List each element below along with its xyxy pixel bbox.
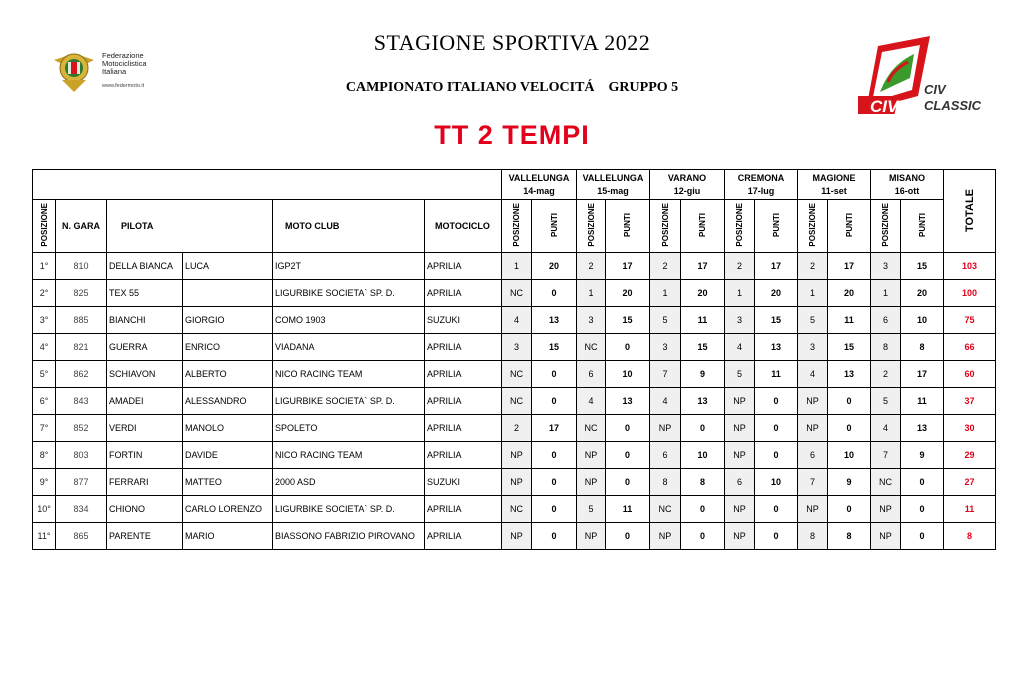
race-number-cell: 862 <box>56 361 107 388</box>
event-position-cell: NP <box>725 388 755 415</box>
event-date: 11-set <box>821 185 847 196</box>
total-points-cell: 100 <box>944 280 996 307</box>
event-points-cell: 15 <box>755 307 798 334</box>
event-position-cell: 3 <box>502 334 532 361</box>
event-position-cell: 1 <box>725 280 755 307</box>
event-points-cell: 17 <box>755 253 798 280</box>
event-header <box>725 170 798 200</box>
rider-name-cell: CARLO LORENZO <box>183 496 273 523</box>
event-header-row <box>33 170 996 200</box>
race-number-cell: 834 <box>56 496 107 523</box>
rider-surname-cell: FERRARI <box>107 469 183 496</box>
event-position-cell: 5 <box>725 361 755 388</box>
position-cell: 7° <box>33 415 56 442</box>
moto-club-cell: LIGURBIKE SOCIETA` SP. D. <box>273 388 425 415</box>
rider-surname-cell: DELLA BIANCA <box>107 253 183 280</box>
event-points-cell: 20 <box>606 280 650 307</box>
event-position-label: POSIZIONE <box>660 203 670 247</box>
event-points-cell: 0 <box>606 469 650 496</box>
event-points-cell: 0 <box>532 496 577 523</box>
event-points-cell: 20 <box>901 280 944 307</box>
event-points-header <box>681 200 725 253</box>
event-position-cell: 4 <box>577 388 606 415</box>
event-position-cell: 3 <box>725 307 755 334</box>
event-name: MISANO <box>889 172 925 183</box>
event-position-cell: 3 <box>798 334 828 361</box>
event-position-cell: NP <box>502 523 532 550</box>
event-header <box>650 170 725 200</box>
table-row <box>33 334 996 361</box>
event-position-label: POSIZIONE <box>808 203 817 247</box>
event-points-cell: 11 <box>681 307 725 334</box>
event-position-cell: 2 <box>502 415 532 442</box>
event-position-cell: NP <box>650 523 681 550</box>
event-points-cell: 0 <box>681 415 725 442</box>
race-number-cell: 865 <box>56 523 107 550</box>
event-points-header <box>755 200 798 253</box>
table-row <box>33 280 996 307</box>
position-cell: 6° <box>33 388 56 415</box>
event-position-cell: 6 <box>650 442 681 469</box>
total-points-cell: 75 <box>944 307 996 334</box>
total-points-cell: 11 <box>944 496 996 523</box>
rider-name-cell: LUCA <box>183 253 273 280</box>
event-points-cell: 0 <box>532 280 577 307</box>
standings-table <box>32 169 996 550</box>
event-position-cell: NC <box>502 361 532 388</box>
event-points-label: PUNTI <box>698 213 707 237</box>
moto-club-cell: NICO RACING TEAM <box>273 442 425 469</box>
event-position-label: POSIZIONE <box>735 203 744 247</box>
moto-club-cell: VIADANA <box>273 334 425 361</box>
event-position-cell: 5 <box>798 307 828 334</box>
event-position-cell: 7 <box>650 361 681 388</box>
event-position-cell: 1 <box>650 280 681 307</box>
event-position-cell: NP <box>871 496 901 523</box>
event-position-cell: 4 <box>502 307 532 334</box>
event-position-cell: 3 <box>577 307 606 334</box>
event-position-cell: 2 <box>577 253 606 280</box>
position-cell: 1° <box>33 253 56 280</box>
moto-club-header: MOTO CLUB <box>273 200 425 253</box>
rider-name-cell: MARIO <box>183 523 273 550</box>
event-points-cell: 8 <box>681 469 725 496</box>
rider-surname-cell: FORTIN <box>107 442 183 469</box>
event-points-cell: 13 <box>532 307 577 334</box>
event-position-cell: 4 <box>650 388 681 415</box>
event-header <box>871 170 944 200</box>
rider-surname-cell: PARENTE <box>107 523 183 550</box>
event-position-cell: NC <box>502 496 532 523</box>
event-points-cell: 0 <box>755 415 798 442</box>
position-cell: 4° <box>33 334 56 361</box>
fmi-name-line2: Motociclistica <box>102 59 147 68</box>
column-header-row <box>33 200 996 253</box>
event-position-cell: 8 <box>871 334 901 361</box>
event-position-cell: 4 <box>871 415 901 442</box>
event-position-cell: 6 <box>577 361 606 388</box>
rider-surname-cell: TEX 55 <box>107 280 183 307</box>
rider-name-cell: ENRICO <box>183 334 273 361</box>
event-position-cell: NC <box>650 496 681 523</box>
event-points-cell: 0 <box>681 496 725 523</box>
table-row <box>33 442 996 469</box>
position-header-label: POSIZIONE <box>39 203 49 247</box>
event-position-header <box>650 200 681 253</box>
event-points-cell: 15 <box>901 253 944 280</box>
event-position-cell: 3 <box>871 253 901 280</box>
fmi-name-line1: Federazione <box>102 51 144 60</box>
race-number-cell: 803 <box>56 442 107 469</box>
event-points-cell: 20 <box>681 280 725 307</box>
race-number-cell: 843 <box>56 388 107 415</box>
event-name: VARANO <box>667 172 707 183</box>
event-points-cell: 17 <box>532 415 577 442</box>
event-points-cell: 13 <box>681 388 725 415</box>
event-points-cell: 0 <box>755 523 798 550</box>
event-position-header <box>725 200 755 253</box>
position-cell: 10° <box>33 496 56 523</box>
event-position-cell: NP <box>725 415 755 442</box>
race-number-cell: 821 <box>56 334 107 361</box>
event-points-cell: 0 <box>901 469 944 496</box>
event-position-cell: NC <box>502 280 532 307</box>
event-points-cell: 9 <box>901 442 944 469</box>
event-points-cell: 0 <box>901 496 944 523</box>
table-row <box>33 253 996 280</box>
event-position-cell: NP <box>798 388 828 415</box>
event-position-cell: 2 <box>798 253 828 280</box>
table-row <box>33 469 996 496</box>
event-position-cell: 2 <box>871 361 901 388</box>
total-points-cell: 37 <box>944 388 996 415</box>
rider-header: PILOTA <box>107 200 273 253</box>
event-points-cell: 20 <box>828 280 871 307</box>
event-name: VALLELUNGA <box>508 172 570 183</box>
event-position-cell: 5 <box>577 496 606 523</box>
total-points-cell: 66 <box>944 334 996 361</box>
event-name: VALLELUNGA <box>582 172 644 183</box>
position-cell: 9° <box>33 469 56 496</box>
event-points-cell: 13 <box>901 415 944 442</box>
event-position-label: POSIZIONE <box>881 203 890 247</box>
event-points-cell: 13 <box>828 361 871 388</box>
event-position-cell: 2 <box>725 253 755 280</box>
event-position-cell: NP <box>725 523 755 550</box>
event-position-cell: NP <box>577 469 606 496</box>
season-title: STAGIONE SPORTIVA 2022 <box>373 30 651 55</box>
total-points-cell: 29 <box>944 442 996 469</box>
rider-name-cell: ALBERTO <box>183 361 273 388</box>
event-points-cell: 10 <box>681 442 725 469</box>
event-position-cell: NC <box>871 469 901 496</box>
race-number-cell: 810 <box>56 253 107 280</box>
event-date: 12-giu <box>673 185 701 196</box>
rider-surname-cell: BIANCHI <box>107 307 183 334</box>
event-position-cell: 8 <box>650 469 681 496</box>
event-position-cell: NC <box>577 415 606 442</box>
moto-club-cell: IGP2T <box>273 253 425 280</box>
event-position-cell: 5 <box>650 307 681 334</box>
event-position-cell: NP <box>725 442 755 469</box>
moto-club-cell: COMO 1903 <box>273 307 425 334</box>
moto-club-cell: LIGURBIKE SOCIETA` SP. D. <box>273 496 425 523</box>
event-position-cell: 1 <box>502 253 532 280</box>
event-points-cell: 13 <box>755 334 798 361</box>
motorcycle-cell: APRILIA <box>425 415 502 442</box>
moto-club-cell: LIGURBIKE SOCIETA` SP. D. <box>273 280 425 307</box>
moto-club-cell: BIASSONO FABRIZIO PIROVANO <box>273 523 425 550</box>
position-header <box>33 200 56 253</box>
event-points-cell: 8 <box>901 334 944 361</box>
motorcycle-cell: APRILIA <box>425 280 502 307</box>
event-points-header <box>532 200 577 253</box>
event-date: 15-mag <box>597 185 629 196</box>
event-position-cell: NP <box>798 496 828 523</box>
event-points-cell: 0 <box>532 361 577 388</box>
event-position-cell: 6 <box>871 307 901 334</box>
event-position-cell: NC <box>502 388 532 415</box>
motorcycle-cell: APRILIA <box>425 361 502 388</box>
rider-surname-cell: AMADEI <box>107 388 183 415</box>
event-points-label: PUNTI <box>549 213 559 237</box>
event-date: 17-lug <box>747 185 775 196</box>
rider-name-cell: GIORGIO <box>183 307 273 334</box>
table-row <box>33 388 996 415</box>
event-points-cell: 9 <box>681 361 725 388</box>
rider-name-cell: ALESSANDRO <box>183 388 273 415</box>
event-position-cell: NP <box>798 415 828 442</box>
event-points-cell: 11 <box>901 388 944 415</box>
event-points-cell: 11 <box>606 496 650 523</box>
event-position-cell: 7 <box>871 442 901 469</box>
moto-club-cell: 2000 ASD <box>273 469 425 496</box>
group-name: GRUPPO 5 <box>608 80 679 95</box>
blank-header-cell <box>33 170 502 200</box>
motorcycle-cell: APRILIA <box>425 334 502 361</box>
motorcycle-cell: APRILIA <box>425 388 502 415</box>
event-points-label: PUNTI <box>623 213 632 237</box>
event-name: CREMONA <box>737 172 785 183</box>
event-points-cell: 13 <box>606 388 650 415</box>
event-points-cell: 0 <box>828 388 871 415</box>
total-points-cell: 103 <box>944 253 996 280</box>
fmi-name <box>102 52 147 76</box>
motorcycle-cell: SUZUKI <box>425 307 502 334</box>
event-position-cell: 7 <box>798 469 828 496</box>
event-points-cell: 17 <box>828 253 871 280</box>
event-points-label: PUNTI <box>771 213 781 237</box>
motorcycle-cell: APRILIA <box>425 523 502 550</box>
event-position-cell: 4 <box>798 361 828 388</box>
event-header <box>502 170 577 200</box>
event-points-cell: 10 <box>755 469 798 496</box>
total-points-cell: 27 <box>944 469 996 496</box>
rider-name-cell: DAVIDE <box>183 442 273 469</box>
table-row <box>33 523 996 550</box>
event-points-cell: 0 <box>532 523 577 550</box>
event-points-cell: 17 <box>606 253 650 280</box>
event-position-cell: 1 <box>798 280 828 307</box>
event-points-cell: 11 <box>828 307 871 334</box>
event-position-cell: NP <box>650 415 681 442</box>
event-position-cell: NP <box>871 523 901 550</box>
class-title: TT 2 TEMPI <box>434 120 590 150</box>
event-position-cell: 4 <box>725 334 755 361</box>
total-points-cell: 30 <box>944 415 996 442</box>
motorcycle-cell: APRILIA <box>425 442 502 469</box>
rider-surname-cell: GUERRA <box>107 334 183 361</box>
event-position-header <box>871 200 901 253</box>
event-position-cell: NP <box>502 469 532 496</box>
civ-logo-classic: CLASSIC <box>924 98 982 113</box>
motorcycle-cell: APRILIA <box>425 496 502 523</box>
event-position-cell: NP <box>577 523 606 550</box>
event-points-cell: 0 <box>606 334 650 361</box>
race-number-cell: 877 <box>56 469 107 496</box>
event-points-cell: 20 <box>532 253 577 280</box>
position-cell: 5° <box>33 361 56 388</box>
event-points-cell: 0 <box>606 415 650 442</box>
event-points-cell: 10 <box>606 361 650 388</box>
rider-surname-cell: SCHIAVON <box>107 361 183 388</box>
event-position-cell: 6 <box>798 442 828 469</box>
event-points-cell: 0 <box>532 388 577 415</box>
event-points-cell: 8 <box>828 523 871 550</box>
event-position-header <box>798 200 828 253</box>
event-position-cell: 2 <box>650 253 681 280</box>
fmi-name-line3: Italiana <box>102 67 127 76</box>
moto-club-cell: NICO RACING TEAM <box>273 361 425 388</box>
event-points-cell: 11 <box>755 361 798 388</box>
event-position-cell: 1 <box>577 280 606 307</box>
rider-surname-cell: VERDI <box>107 415 183 442</box>
position-cell: 3° <box>33 307 56 334</box>
motorcycle-cell: APRILIA <box>425 253 502 280</box>
table-row <box>33 307 996 334</box>
table-row <box>33 361 996 388</box>
event-position-cell: 1 <box>871 280 901 307</box>
event-header <box>798 170 871 200</box>
event-points-cell: 15 <box>681 334 725 361</box>
motorcycle-header: MOTOCICLO <box>425 200 502 253</box>
race-number-header: N. GARA <box>56 200 107 253</box>
championship-name: CAMPIONATO ITALIANO VELOCITÁ <box>345 80 595 95</box>
event-points-header <box>901 200 944 253</box>
total-header-label: TOTALE <box>963 188 976 232</box>
event-header <box>577 170 650 200</box>
event-points-cell: 0 <box>755 388 798 415</box>
event-points-cell: 17 <box>681 253 725 280</box>
rider-name-cell <box>183 280 273 307</box>
event-points-cell: 0 <box>606 523 650 550</box>
event-points-cell: 0 <box>828 415 871 442</box>
event-position-label: POSIZIONE <box>586 203 596 247</box>
motorcycle-cell: SUZUKI <box>425 469 502 496</box>
fmi-website: www.federmoto.it <box>102 83 145 89</box>
rider-name-cell: MANOLO <box>183 415 273 442</box>
event-points-cell: 0 <box>532 469 577 496</box>
total-points-cell: 8 <box>944 523 996 550</box>
event-points-cell: 0 <box>755 496 798 523</box>
event-points-cell: 0 <box>532 442 577 469</box>
position-cell: 2° <box>33 280 56 307</box>
event-points-header <box>828 200 871 253</box>
event-position-cell: NC <box>577 334 606 361</box>
event-points-label: PUNTI <box>917 213 927 237</box>
event-points-cell: 0 <box>681 523 725 550</box>
rider-name-cell: MATTEO <box>183 469 273 496</box>
event-points-cell: 15 <box>532 334 577 361</box>
race-number-cell: 885 <box>56 307 107 334</box>
event-name: MAGIONE <box>812 172 856 183</box>
event-date: 14-mag <box>523 185 555 196</box>
event-points-cell: 10 <box>901 307 944 334</box>
event-points-cell: 10 <box>828 442 871 469</box>
civ-logo-text: CIV <box>870 97 899 116</box>
event-position-label: POSIZIONE <box>512 203 521 247</box>
race-number-cell: 852 <box>56 415 107 442</box>
event-position-header <box>502 200 532 253</box>
rider-surname-cell: CHIONO <box>107 496 183 523</box>
event-position-cell: NP <box>577 442 606 469</box>
event-points-cell: 0 <box>606 442 650 469</box>
event-position-cell: NP <box>725 496 755 523</box>
event-points-cell: 9 <box>828 469 871 496</box>
civ-logo-civ: CIV <box>924 82 946 97</box>
total-header <box>944 170 996 253</box>
event-position-cell: 3 <box>650 334 681 361</box>
event-position-cell: 8 <box>798 523 828 550</box>
event-points-cell: 0 <box>755 442 798 469</box>
event-points-cell: 15 <box>606 307 650 334</box>
event-points-cell: 0 <box>828 496 871 523</box>
event-position-cell: NP <box>502 442 532 469</box>
civ-classic-logo <box>858 32 988 118</box>
event-position-header <box>577 200 606 253</box>
event-points-cell: 20 <box>755 280 798 307</box>
total-points-cell: 60 <box>944 361 996 388</box>
table-row <box>33 415 996 442</box>
event-points-label: PUNTI <box>844 213 854 237</box>
event-date: 16-ott <box>894 185 920 196</box>
event-position-cell: 5 <box>871 388 901 415</box>
event-points-cell: 17 <box>901 361 944 388</box>
position-cell: 8° <box>33 442 56 469</box>
event-points-cell: 15 <box>828 334 871 361</box>
position-cell: 11° <box>33 523 56 550</box>
event-points-header <box>606 200 650 253</box>
race-number-cell: 825 <box>56 280 107 307</box>
moto-club-cell: SPOLETO <box>273 415 425 442</box>
event-position-cell: 6 <box>725 469 755 496</box>
event-points-cell: 0 <box>901 523 944 550</box>
table-row <box>33 496 996 523</box>
